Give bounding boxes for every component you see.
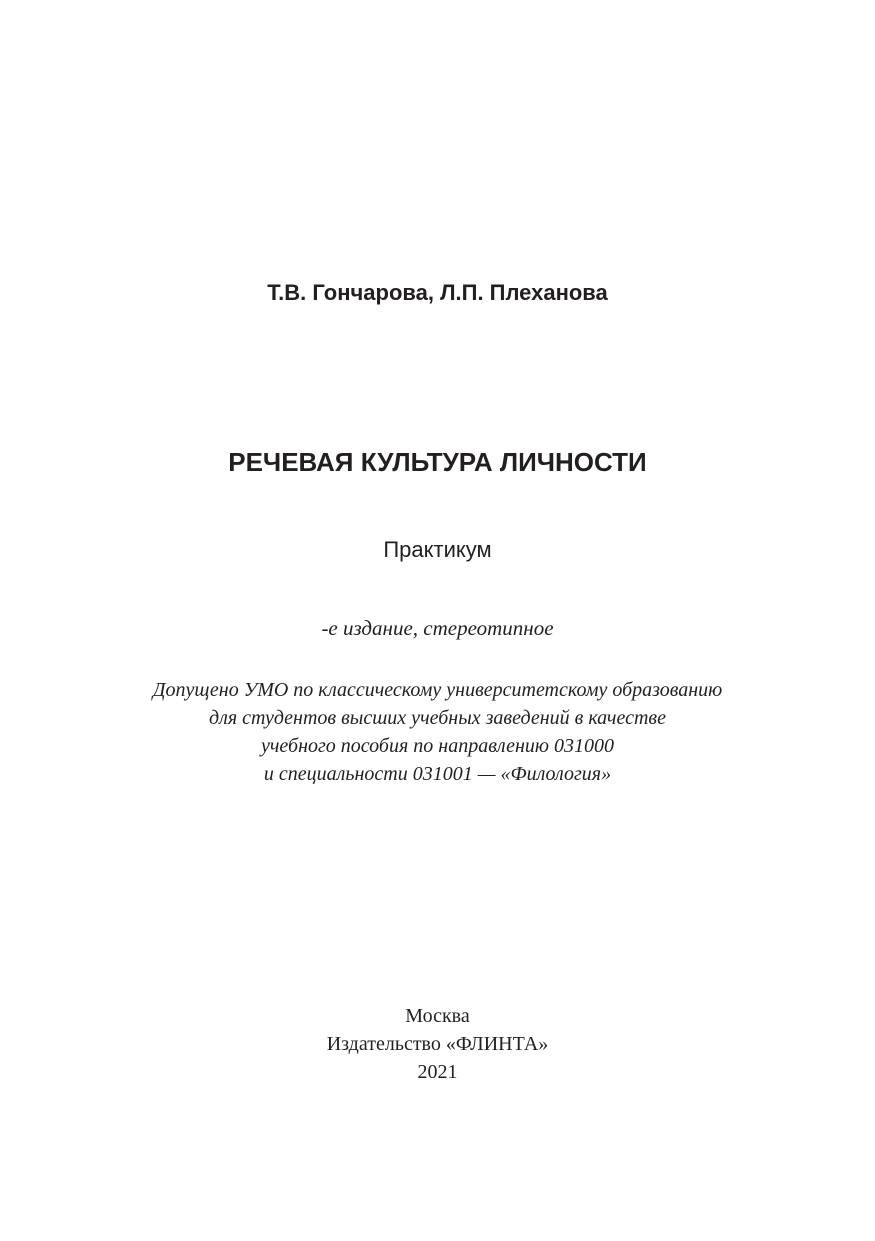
imprint-city: Москва: [405, 1005, 470, 1027]
edition-note: -е издание, стереотипное: [321, 616, 554, 640]
approval-line: учебного пособия по направлению 031000: [260, 735, 614, 757]
approval-line: для студентов высших учебных заведений в качестве: [209, 707, 666, 729]
approval-line: Допущено УМО по классическому университетскому образованию: [152, 679, 723, 701]
book-subtitle: Практикум: [383, 537, 492, 562]
imprint-publisher: Издательство «ФЛИНТА»: [326, 1033, 549, 1055]
book-title: РЕЧЕВАЯ КУЛЬТУРА ЛИЧНОСТИ: [228, 447, 647, 477]
approval-note: [0, 676, 875, 788]
imprint-year: 2021: [417, 1061, 458, 1083]
authors: Т.В. Гончарова, Л.П. Плеханова: [267, 280, 608, 305]
approval-line: и специальности 031001 — «Филология»: [263, 763, 612, 785]
imprint: [0, 1002, 875, 1086]
